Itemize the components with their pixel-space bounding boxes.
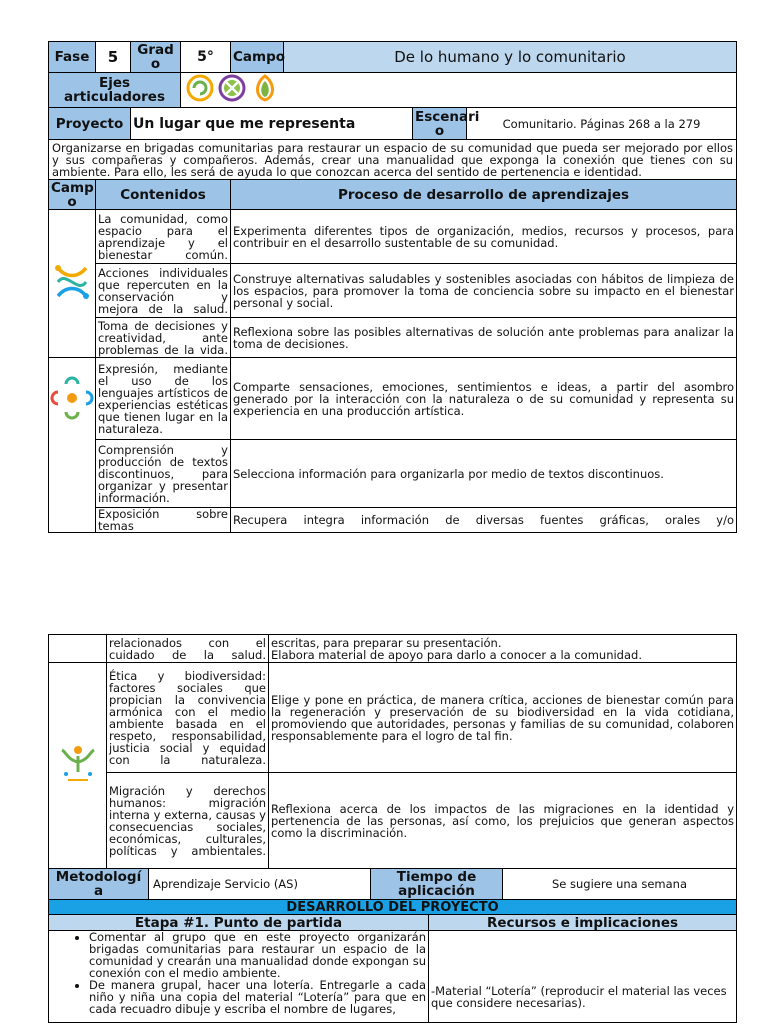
- grado-value: 5°: [181, 42, 231, 73]
- activities-list: [51, 931, 426, 1015]
- proceso-3: Reflexiona sobre las posibles alternativas de solución ante problemas para analizar la toma de decisiones.: [231, 318, 737, 358]
- leaf-flame-icon: [258, 76, 273, 100]
- col-contenidos-header: Contenidos: [96, 180, 231, 210]
- proceso-5: Selecciona información para organizarla por medio de textos discontinuos.: [231, 440, 737, 508]
- interculturality-icon: [220, 76, 244, 100]
- ejes-icon-group: [185, 73, 285, 103]
- planning-table-page1: [48, 41, 737, 533]
- person-nature-icon: [58, 742, 98, 786]
- escenario-label: Escenari o: [413, 108, 467, 140]
- proceso-4: Comparte sensaciones, emociones, sentimientos e ideas, a partir del asombro generado por la interacción con la naturaleza o de su comunidad y representa su experiencia en una producción artística.: [231, 358, 737, 440]
- recursos-header: Recursos e implicaciones: [429, 915, 737, 931]
- contenido-2: Acciones individuales que repercuten en la conservación y mejora de la salud.: [96, 264, 231, 318]
- people-network-icon: [52, 262, 92, 302]
- proceso-7: Elige y pone en práctica, de manera crítica, acciones de bienestar común para la regeneración y preservación de su biodiversidad en la vida cotidiana, promoviendo que autoridades, personas y familias de su comunidad, colaboren responsablemente para el logro de tal fin.: [269, 663, 737, 773]
- proyecto-value: Un lugar que me representa: [131, 108, 413, 140]
- contenido-5: Comprensión y producción de textos discontinuos, para organizar y presentar información.: [96, 440, 231, 508]
- desarrollo-title: DESARROLLO DEL PROYECTO: [49, 900, 737, 915]
- tiempo-value: Se sugiere una semana: [503, 869, 737, 900]
- community-circle-icon: [52, 378, 92, 418]
- campo-cell-cont: [49, 635, 107, 663]
- metodologia-value: Aprendizaje Servicio (AS): [149, 869, 371, 900]
- contenido-7: Ética y biodiversidad: factores sociales que propician la convivencia armónica con el medio ambiente basada en el respeto, responsabilidad, justicia social y equidad con la naturaleza.: [107, 663, 269, 773]
- proceso-6: Recupera integra información de diversas fuentes gráficas, orales y/o: [231, 508, 737, 533]
- campo-icon-cell-1: [49, 210, 96, 358]
- etapa-header: Etapa #1. Punto de partida: [49, 915, 429, 931]
- escenario-value: Comunitario. Páginas 268 a la 279: [467, 108, 737, 140]
- metodologia-label: Metodologí a: [49, 869, 149, 900]
- campo-value: De lo humano y lo comunitario: [284, 42, 737, 73]
- grado-label: Grad o: [131, 42, 181, 73]
- activities-cell: [49, 931, 429, 1023]
- contenido-1: La comunidad, como espacio para el aprendizaje y el bienestar común.: [96, 210, 231, 264]
- fase-label: Fase: [49, 42, 96, 73]
- contenido-8: Migración y derechos humanos: migración interna y externa, causas y consecuencias sociales, económicas, culturales, políticas y ambientales.: [107, 773, 269, 869]
- recurso-text: -Material “Lotería” (reproducir el material las veces que considere necesarias).: [429, 931, 737, 1023]
- fase-value: 5: [96, 42, 131, 73]
- col-proceso-header: Proceso de desarrollo de aprendizajes: [231, 180, 737, 210]
- campo-label: Campo: [231, 42, 284, 73]
- activity-item-1: • Comentar al grupo que en este proyecto organizarán brigadas comunitarias para restaurar un espacio de la comunidad y crearán una manualidad donde expongan su conexión con el medio ambiente.: [89, 931, 426, 979]
- project-description: Organizarse en brigadas comunitarias para restaurar un espacio de su comunidad que pueda ser mejorado por ellos y sus compañeras y compañeros. Además, crear una manualidad que exponga la conexión que tienes con su ambiente. Para ello, les será de ayuda lo que conozcan acerca del sentido de pertenencia e identidad.: [49, 140, 737, 180]
- proceso-6-cont: escritas, para preparar su presentación. Elabora material de apoyo para darlo a conocer a la comunidad.: [269, 635, 737, 663]
- ejes-label: Ejes articuladores: [49, 73, 181, 108]
- contenido-6: Exposición sobre temas: [96, 508, 231, 533]
- campo-icon-cell-2: [49, 358, 96, 533]
- contenido-4: Expresión, mediante el uso de los lenguajes artísticos de experiencias estéticas que tienen lugar en la naturaleza.: [96, 358, 231, 440]
- planning-table-page2: [48, 634, 737, 1023]
- ejes-icons: [181, 73, 737, 108]
- col-campo-header: Camp o: [49, 180, 96, 210]
- contenido-3: Toma de decisiones y creatividad, ante problemas de la vida.: [96, 318, 231, 358]
- proyecto-label: Proyecto: [49, 108, 131, 140]
- campo-icon-cell-3: [49, 663, 107, 869]
- proceso-2: Construye alternativas saludables y sostenibles asociadas con hábitos de limpieza de los espacios, para promover la toma de conciencia sobre su impacto en el bienestar personal y social.: [231, 264, 737, 318]
- tiempo-label: Tiempo de aplicación: [371, 869, 503, 900]
- proceso-1: Experimenta diferentes tipos de organización, medios, recursos y procesos, para contribuir en el desarrollo sustentable de su comunidad.: [231, 210, 737, 264]
- proceso-8: Reflexiona acerca de los impactos de las migraciones en la identidad y pertenencia de las personas, así como, los prejuicios que generan aspectos como la discriminación.: [269, 773, 737, 869]
- activity-item-2: • De manera grupal, hacer una lotería. Entregarle a cada niño y niña una copia del material “Lotería” para que en cada recuadro dibuje y escriba el nombre de lugares,: [89, 979, 426, 1015]
- spiral-icon: [188, 76, 212, 100]
- contenido-6-cont: relacionados con el cuidado de la salud.: [107, 635, 269, 663]
